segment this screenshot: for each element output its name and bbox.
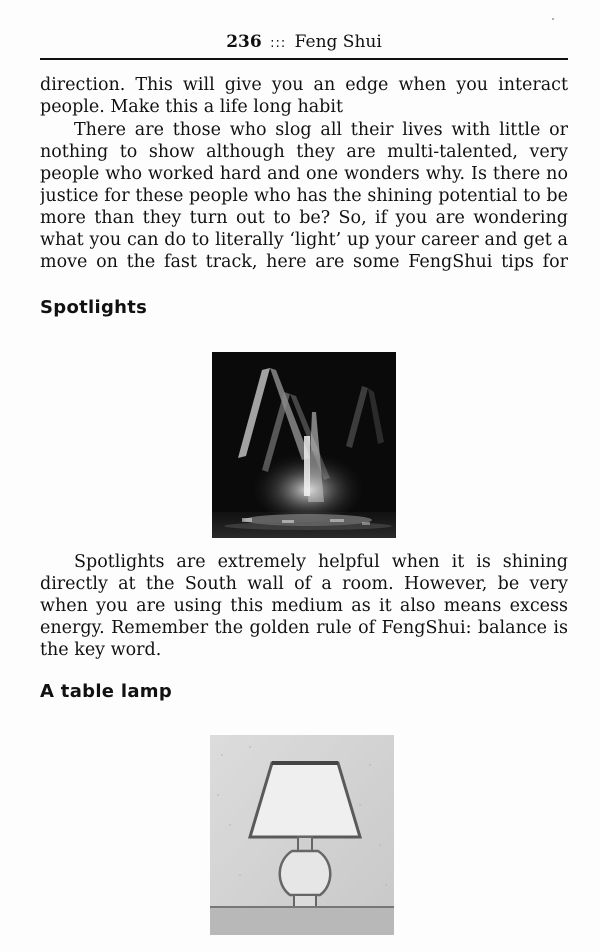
running-head-separator: ::: xyxy=(270,36,287,51)
text-line: nothing to show although they are multi-talented, very xyxy=(40,142,568,162)
text-line: people who worked hard and one wonders why. Is there no xyxy=(40,164,568,184)
running-head xyxy=(40,30,568,56)
header-rule xyxy=(40,58,568,60)
text-line: what you can do to literally ‘light’ up your career and get a xyxy=(40,230,568,250)
text-line: people. Make this a life long habit xyxy=(40,97,343,117)
section-heading-spotlights: Spotlights xyxy=(40,297,148,318)
paragraph-spotlights xyxy=(40,551,568,661)
text-line: when you are using this medium as it also means excess xyxy=(40,596,568,616)
text-line: justice for these people who has the shining potential to be xyxy=(40,186,568,206)
text-line: move on the fast track, here are some FengShui tips for xyxy=(40,252,568,272)
text-line: energy. Remember the golden rule of FengShui: balance is xyxy=(40,618,568,638)
text-line: Spotlights are extremely helpful when it is shining xyxy=(74,552,568,572)
text-line: There are those who slog all their lives with little or xyxy=(74,120,568,140)
section-heading-table-lamp: A table lamp xyxy=(40,681,173,702)
text-line: direction. This will give you an edge when you interact xyxy=(40,75,568,95)
table-lamp-photo xyxy=(210,735,394,935)
spotlight-photo xyxy=(212,352,396,538)
text-line: the key word. xyxy=(40,640,162,660)
text-line: more than they turn out to be? So, if you are wondering xyxy=(40,208,568,228)
book-title: Feng Shui xyxy=(294,32,382,52)
page-number: 236 xyxy=(226,32,262,52)
paragraph-continuation xyxy=(40,74,568,118)
book-page xyxy=(40,0,568,952)
paragraph-career xyxy=(40,119,568,273)
text-line: directly at the South wall of a room. However, be very xyxy=(40,574,568,594)
